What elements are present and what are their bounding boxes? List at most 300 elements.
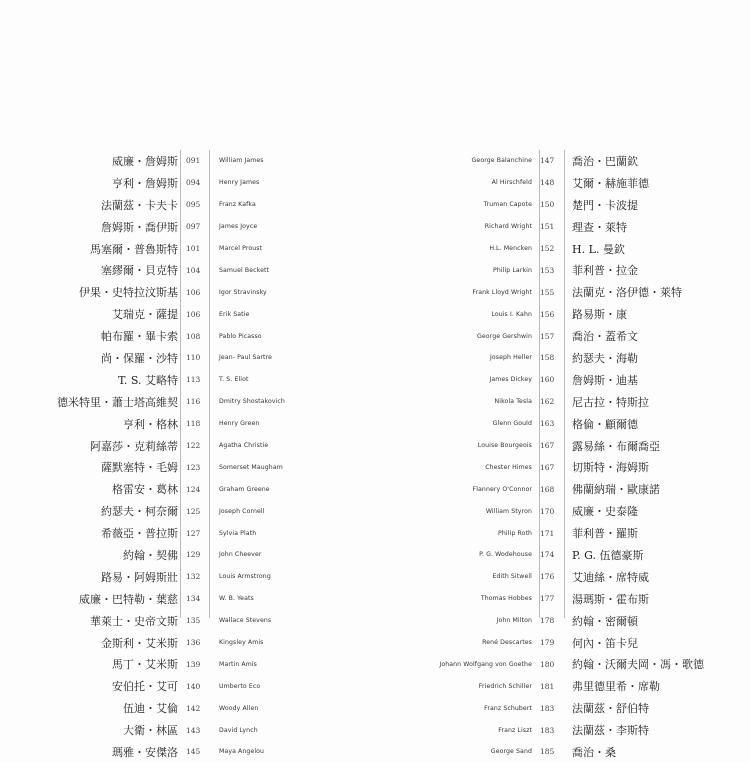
chinese-name: 何內・笛卡兒 (572, 636, 638, 650)
index-row (219, 653, 399, 675)
chinese-name: 路易斯・康 (572, 308, 627, 322)
chinese-name: 路易・阿姆斯壯 (101, 570, 178, 584)
index-row (540, 303, 562, 325)
page-number: 127 (186, 528, 201, 538)
chinese-name: 法蘭克・洛伊德・萊特 (572, 286, 682, 300)
chinese-name: 佛蘭納瑞・歐康諾 (572, 483, 660, 497)
page-number: 147 (540, 156, 555, 166)
index-row (395, 675, 532, 697)
page-number: 118 (186, 419, 201, 429)
chinese-name: 威廉・史泰隆 (572, 505, 638, 519)
page-number: 145 (186, 747, 201, 757)
english-name: Louis Armstrong (219, 573, 271, 581)
english-name: Kingsley Amis (219, 639, 264, 647)
page-number: 157 (540, 331, 555, 341)
page-number: 124 (186, 484, 201, 494)
index-row (395, 741, 532, 763)
index-row (395, 610, 532, 632)
index-row (540, 697, 562, 719)
english-name: John Milton (496, 617, 532, 625)
english-name: Wallace Stevens (219, 617, 272, 625)
index-row (572, 369, 742, 391)
index-row (395, 456, 532, 478)
index-row (395, 478, 532, 500)
english-name: Glenn Gould (492, 420, 532, 428)
page-number: 101 (186, 244, 201, 253)
chinese-name: 德米特里・蕭士塔高維契 (57, 395, 178, 409)
index-row (186, 150, 208, 172)
index-row (57, 391, 178, 413)
index-row (540, 194, 562, 216)
index-row (572, 303, 742, 325)
chinese-name: 伍迪・艾倫 (123, 702, 178, 716)
index-row (572, 413, 742, 435)
index-row (395, 216, 532, 238)
index-row (540, 610, 562, 632)
index-row (219, 238, 399, 260)
english-name: Thomas Hobbes (480, 595, 532, 603)
index-row (186, 369, 208, 391)
page-number: 170 (540, 506, 555, 516)
page-number: 104 (186, 265, 201, 275)
index-row (70, 259, 178, 281)
index-row (540, 544, 562, 566)
chinese-name: 艾爾・赫施菲德 (572, 176, 649, 190)
right-chinese-names-column (572, 150, 742, 763)
index-row (70, 413, 178, 435)
index-row (186, 259, 208, 281)
index-row (186, 675, 208, 697)
index-row (70, 435, 178, 457)
index-row (70, 194, 178, 216)
page-number: 155 (540, 287, 555, 297)
index-row (70, 172, 178, 194)
english-name: Chester Himes (485, 463, 532, 471)
index-row (219, 610, 399, 632)
english-name: Maya Angelou (219, 748, 265, 756)
index-row (395, 413, 532, 435)
index-row (70, 588, 178, 610)
index-row (219, 391, 399, 413)
english-name: Woody Allen (219, 704, 259, 712)
right-rule-divider (564, 150, 565, 618)
index-row (70, 544, 178, 566)
page-number: 148 (540, 178, 555, 188)
index-row (572, 456, 742, 478)
page-number: 160 (540, 375, 555, 385)
index-row (572, 194, 742, 216)
chinese-name: 弗里德里希・席勒 (572, 680, 660, 694)
english-name: Friedrich Schiller (478, 682, 532, 690)
index-row (540, 216, 562, 238)
index-row (540, 281, 562, 303)
index-row (540, 391, 562, 413)
index-row (70, 741, 178, 763)
index-row (186, 741, 208, 763)
index-row (540, 719, 562, 741)
index-row (572, 588, 742, 610)
index-row (572, 478, 742, 500)
index-row (395, 347, 532, 369)
page-number: 136 (186, 638, 201, 648)
index-row (70, 478, 178, 500)
index-row (219, 632, 399, 654)
chinese-name: 喬治・巴蘭欽 (572, 154, 638, 168)
index-row (540, 522, 562, 544)
page-number: 123 (186, 462, 201, 472)
index-row (70, 610, 178, 632)
index-row (186, 478, 208, 500)
page-number: 132 (186, 572, 201, 582)
index-row (70, 719, 178, 741)
index-row (572, 216, 742, 238)
page-number: 168 (540, 484, 555, 494)
english-name: Flannery O'Connor (472, 485, 532, 493)
index-row (186, 281, 208, 303)
left-page-numbers-column (186, 150, 208, 763)
index-row (395, 588, 532, 610)
chinese-name: 金斯利・艾米斯 (101, 636, 178, 650)
english-name: Somerset Maugham (219, 463, 283, 471)
chinese-name: 約翰・契佛 (123, 548, 178, 562)
index-row (70, 281, 178, 303)
index-row (186, 653, 208, 675)
index-row (219, 303, 399, 325)
chinese-name: 菲利普・拉金 (572, 264, 638, 278)
english-name: Nikola Tesla (494, 398, 532, 406)
page-number: 162 (540, 397, 555, 407)
chinese-name: 馬塞爾・普魯斯特 (90, 242, 178, 256)
index-row (186, 216, 208, 238)
index-row (219, 719, 399, 741)
index-row (395, 172, 532, 194)
index-row (572, 632, 742, 654)
index-row (70, 216, 178, 238)
page-number: 158 (540, 353, 555, 363)
chinese-name: 阿嘉莎・克莉絲蒂 (90, 439, 178, 453)
english-name: John Cheever (219, 551, 262, 559)
page-number: 174 (540, 550, 555, 560)
page-number: 113 (186, 375, 201, 385)
chinese-name: 喬治・桑 (572, 745, 616, 759)
chinese-name: 威廉・詹姆斯 (112, 154, 178, 168)
english-name: Agatha Christie (219, 442, 269, 450)
index-row (540, 741, 562, 763)
page-number: 153 (540, 265, 555, 275)
index-row (395, 281, 532, 303)
index-row (70, 456, 178, 478)
chinese-name: 約瑟夫・海勒 (572, 351, 638, 365)
english-name: Henry James (219, 179, 260, 187)
english-name: Pablo Picasso (219, 332, 262, 340)
index-row (186, 194, 208, 216)
index-row (219, 347, 399, 369)
page-number: 178 (540, 616, 555, 626)
page-number: 163 (540, 419, 555, 429)
english-name: Igor Stravinsky (219, 288, 267, 296)
chinese-name: P. G. 伍德豪斯 (572, 548, 644, 562)
left-chinese-names-column (57, 150, 178, 763)
left-rule-divider (209, 150, 210, 618)
chinese-name: 艾瑞克・薩提 (112, 308, 178, 322)
page-number: 167 (540, 441, 555, 451)
index-row (395, 544, 532, 566)
chinese-name: 格倫・顧爾德 (572, 417, 638, 431)
page-number: 122 (186, 441, 201, 451)
page-number: 156 (540, 309, 555, 319)
english-name: Samuel Beckett (219, 266, 270, 274)
index-row (395, 259, 532, 281)
index-row (70, 697, 178, 719)
page-number: 152 (540, 244, 555, 253)
index-row (70, 369, 178, 391)
page-number: 135 (186, 616, 201, 626)
index-row (219, 456, 399, 478)
chinese-name: 尼古拉・特斯拉 (572, 395, 649, 409)
chinese-name: 艾迪絲・席特威 (572, 570, 649, 584)
page-number: 180 (540, 659, 555, 669)
english-name: Louis I. Kahn (491, 310, 532, 318)
chinese-name: 帕布羅・畢卡索 (101, 330, 178, 344)
english-name: James Dickey (489, 376, 532, 384)
english-name: Graham Greene (219, 485, 270, 493)
index-row (572, 653, 742, 675)
right-page-numbers-column (540, 150, 562, 763)
index-row (186, 391, 208, 413)
index-row (186, 325, 208, 347)
index-row (186, 719, 208, 741)
index-row (572, 391, 742, 413)
index-row (219, 500, 399, 522)
chinese-name: 切斯特・海姆斯 (572, 461, 649, 475)
page-number: 151 (540, 222, 555, 232)
index-row (572, 544, 742, 566)
index-row (540, 435, 562, 457)
chinese-name: 亨利・格林 (123, 417, 178, 431)
index-row (219, 675, 399, 697)
index-row (219, 369, 399, 391)
right-english-names-column (395, 150, 532, 763)
index-row (70, 325, 178, 347)
chinese-name: 尚・保羅・沙特 (101, 351, 178, 365)
english-name: Edith Sitwell (492, 573, 532, 581)
page-number: 177 (540, 594, 555, 604)
english-name: Franz Schubert (484, 704, 532, 712)
index-row (219, 435, 399, 457)
index-row (219, 413, 399, 435)
index-row (540, 150, 562, 172)
english-name: Martin Amis (219, 660, 258, 668)
index-row (186, 500, 208, 522)
chinese-name: 楚門・卡波提 (572, 198, 638, 212)
index-row (186, 566, 208, 588)
index-row (540, 500, 562, 522)
page-number: 150 (540, 200, 555, 210)
chinese-name: 法蘭茲・卡夫卡 (101, 198, 178, 212)
index-row (540, 369, 562, 391)
index-row (395, 566, 532, 588)
page-number: 125 (186, 506, 201, 516)
english-name: Marcel Proust (219, 245, 263, 252)
page-number: 110 (186, 353, 201, 363)
page-number: 116 (186, 397, 201, 407)
index-row (540, 588, 562, 610)
english-name: William James (219, 157, 264, 165)
index-row (70, 566, 178, 588)
index-row (540, 653, 562, 675)
index-row (70, 303, 178, 325)
english-name: Sylvia Plath (219, 529, 257, 537)
index-row (186, 456, 208, 478)
index-row (186, 238, 208, 260)
index-row (219, 478, 399, 500)
index-row (186, 172, 208, 194)
english-name: George Balanchine (471, 157, 532, 165)
page-number: 094 (186, 178, 201, 188)
english-name: Umberto Eco (219, 682, 261, 690)
chinese-name: 詹姆斯・喬伊斯 (101, 220, 178, 234)
chinese-name: 露易絲・布爾喬亞 (572, 439, 660, 453)
chinese-name: 喬治・蓋希文 (572, 330, 638, 344)
english-name: Franz Kafka (219, 201, 256, 209)
index-row (219, 259, 399, 281)
chinese-name: 伊果・史特拉汶斯基 (79, 286, 178, 300)
index-row (186, 413, 208, 435)
index-row (186, 303, 208, 325)
english-name: Truman Capote (483, 201, 532, 209)
left-rule-divider (180, 150, 181, 618)
english-name: Louise Bourgeois (477, 442, 532, 450)
english-name: Joseph Heller (489, 354, 532, 362)
index-row (395, 697, 532, 719)
page-number: 108 (186, 331, 201, 341)
index-row (540, 172, 562, 194)
index-row (186, 610, 208, 632)
index-row (186, 588, 208, 610)
index-row (572, 435, 742, 457)
page-number: 106 (186, 287, 201, 297)
chinese-name: 約翰・沃爾夫岡・馮・歌德 (572, 658, 704, 672)
english-name: Philip Roth (498, 529, 532, 537)
page-number: 142 (186, 703, 201, 713)
english-name: Franz Liszt (498, 726, 532, 734)
index-row (395, 632, 532, 654)
page-number: 181 (540, 681, 555, 691)
chinese-name: 塞繆爾・貝克特 (101, 264, 178, 278)
index-row (219, 325, 399, 347)
index-row (186, 435, 208, 457)
index-row (395, 653, 532, 675)
chinese-name: T. S. 艾略特 (118, 373, 178, 387)
page-number: 143 (186, 725, 201, 735)
page-number: 185 (540, 747, 555, 757)
index-row (395, 391, 532, 413)
chinese-name: 約翰・密爾頓 (572, 614, 638, 628)
index-row (70, 238, 178, 260)
chinese-name: 威廉・巴特勒・葉慈 (79, 592, 178, 606)
index-row (395, 435, 532, 457)
index-row (219, 544, 399, 566)
english-name: Jean- Paul Sartre (219, 354, 272, 362)
index-row (540, 675, 562, 697)
index-row (395, 522, 532, 544)
index-row (572, 150, 742, 172)
chinese-name: 希薇亞・普拉斯 (101, 527, 178, 541)
index-row (572, 238, 742, 260)
chinese-name: 法蘭茲・李斯特 (572, 724, 649, 738)
index-row (540, 325, 562, 347)
index-row (572, 281, 742, 303)
chinese-name: H. L. 曼欽 (572, 242, 625, 256)
index-row (572, 500, 742, 522)
page-number: 095 (186, 200, 201, 210)
index-row (540, 456, 562, 478)
chinese-name: 大衛・林區 (123, 724, 178, 738)
index-row (70, 653, 178, 675)
index-row (219, 194, 399, 216)
english-name: Johann Wolfgang von Goethe (439, 660, 532, 668)
index-row (540, 478, 562, 500)
index-row (395, 500, 532, 522)
english-name: Erik Satie (219, 310, 250, 318)
chinese-name: 菲利普・羅斯 (572, 527, 638, 541)
page-number: 129 (186, 550, 201, 560)
index-row (70, 500, 178, 522)
index-row (219, 150, 399, 172)
english-name: George Gershwin (476, 332, 532, 340)
index-row (219, 588, 399, 610)
english-name: Frank Lloyd Wright (472, 288, 532, 296)
page-number: 139 (186, 659, 201, 669)
english-name: Philip Larkin (492, 266, 532, 274)
index-row (572, 697, 742, 719)
index-row (572, 522, 742, 544)
english-name: Dmitry Shostakovich (219, 398, 285, 406)
page-number: 097 (186, 222, 201, 232)
chinese-name: 詹姆斯・迪基 (572, 373, 638, 387)
index-row (186, 544, 208, 566)
index-row (219, 216, 399, 238)
chinese-name: 瑪雅・安傑洛 (112, 745, 178, 759)
chinese-name: 安伯托・艾可 (112, 680, 178, 694)
index-row (219, 566, 399, 588)
index-row (219, 741, 399, 763)
chinese-name: 約瑟夫・柯奈爾 (101, 505, 178, 519)
index-row (540, 259, 562, 281)
index-row (540, 566, 562, 588)
index-row (219, 697, 399, 719)
index-row (395, 238, 532, 260)
chinese-name: 湯瑪斯・霍布斯 (572, 592, 649, 606)
english-name: Al Hirschfeld (491, 179, 532, 187)
index-row (395, 303, 532, 325)
chinese-name: 華萊士・史帝文斯 (90, 614, 178, 628)
english-name: René Descartes (482, 639, 532, 647)
index-row (572, 566, 742, 588)
chinese-name: 格雷安・葛林 (112, 483, 178, 497)
page-number: 171 (540, 528, 555, 538)
chinese-name: 法蘭茲・舒伯特 (572, 702, 649, 716)
english-name: Henry Green (219, 420, 260, 428)
index-row (572, 172, 742, 194)
page-number: 140 (186, 681, 201, 691)
index-row (395, 369, 532, 391)
index-row (540, 347, 562, 369)
index-row (70, 675, 178, 697)
chinese-name: 理查・萊特 (572, 220, 627, 234)
index-row (572, 325, 742, 347)
page-number: 179 (540, 638, 555, 648)
